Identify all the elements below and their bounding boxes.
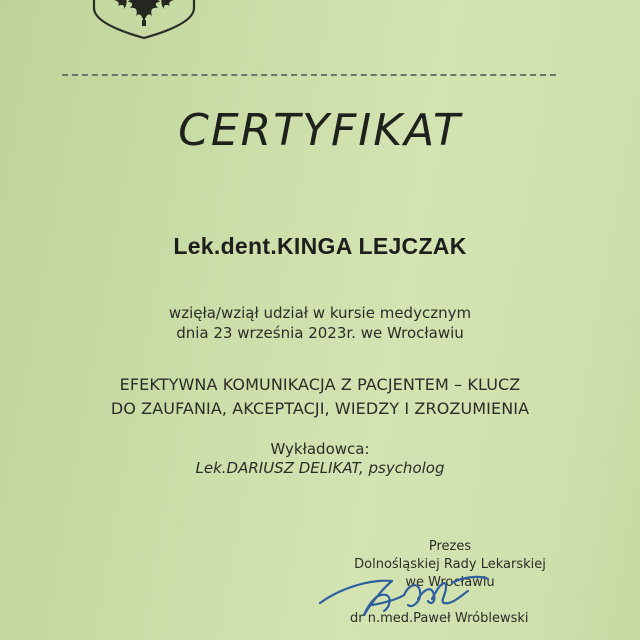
recipient-name: Lek.dent.KINGA LEJCZAK [173, 233, 467, 259]
date-place-text: dnia 23 września 2023r. we Wrocławiu [176, 324, 464, 342]
signatory-name: dr n.med.Paweł Wróblewski [350, 611, 529, 626]
signatory-location: we Wrocławiu [405, 575, 495, 590]
certificate-title: CERTYFIKAT [178, 105, 462, 156]
signatory-role: Prezes [428, 539, 472, 554]
lecturer-label: Wykładowca: [270, 440, 370, 458]
eagle-crest-icon [84, 0, 204, 40]
participation-text: wzięła/wziął udział w kursie medycznym [168, 304, 472, 322]
signatory-organization: Dolnośląskiej Rady Lekarskiej [354, 557, 546, 572]
lecturer-name: Lek.DARIUSZ DELIKAT, psycholog [195, 459, 445, 477]
course-title-line-1: EFEKTYWNA KOMUNIKACJA Z PACJENTEM – KLUCZ [119, 375, 521, 394]
course-title-line-2: DO ZAUFANIA, AKCEPTACJI, WIEDZY I ZROZUMIENIA [110, 399, 530, 418]
dotted-divider [62, 74, 556, 76]
